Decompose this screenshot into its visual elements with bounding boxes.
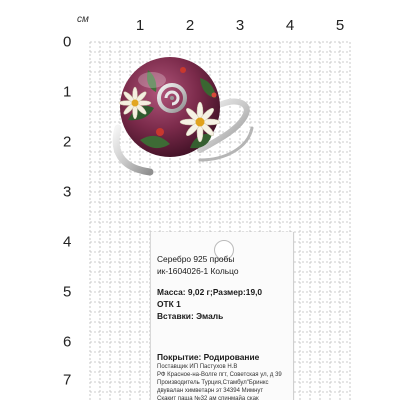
- tag-metal: Серебро 925 пробы: [157, 254, 235, 264]
- y-tick-6: 6: [63, 333, 72, 351]
- tag-otk: ОТК 1: [157, 299, 181, 309]
- tag-supplier: Поставщик ИП Пастухов Н.В: [157, 364, 238, 370]
- tag-address: РФ Красное-на-Волге пгт, Советская ул, д 39: [157, 372, 282, 378]
- tag-producer: Производитель Турция,Стамбул"Бринкс: [157, 380, 269, 386]
- tag-producer-address-1: двувалан химветарн эт 34394 Мимнут: [157, 388, 264, 394]
- x-tick-1: 1: [135, 17, 145, 34]
- tag-article: ик-1604026-1 Кольцо: [157, 266, 239, 276]
- y-tick-0: 0: [63, 33, 72, 51]
- tag-producer-address-2: Скакит паша №32 ам спинмайа скак: [157, 396, 259, 400]
- tag-coating: Покрытие: Родирование: [157, 352, 260, 362]
- y-tick-7: 7: [63, 371, 72, 389]
- x-tick-5: 5: [335, 17, 345, 34]
- enamel-dome: [119, 57, 220, 157]
- tag-inserts: Вставки: Эмаль: [157, 311, 224, 321]
- x-tick-3: 3: [235, 17, 245, 34]
- x-tick-2: 2: [185, 17, 195, 34]
- tag-weight-size: Масса: 9,02 г;Размер:19,0: [157, 287, 263, 297]
- y-tick-4: 4: [63, 233, 72, 251]
- x-tick-4: 4: [285, 17, 295, 34]
- unit-label: см: [77, 14, 89, 25]
- y-tick-1: 1: [63, 83, 72, 101]
- y-tick-3: 3: [63, 183, 72, 201]
- y-tick-2: 2: [63, 133, 72, 151]
- price-tag: [150, 232, 294, 400]
- y-tick-5: 5: [63, 283, 72, 301]
